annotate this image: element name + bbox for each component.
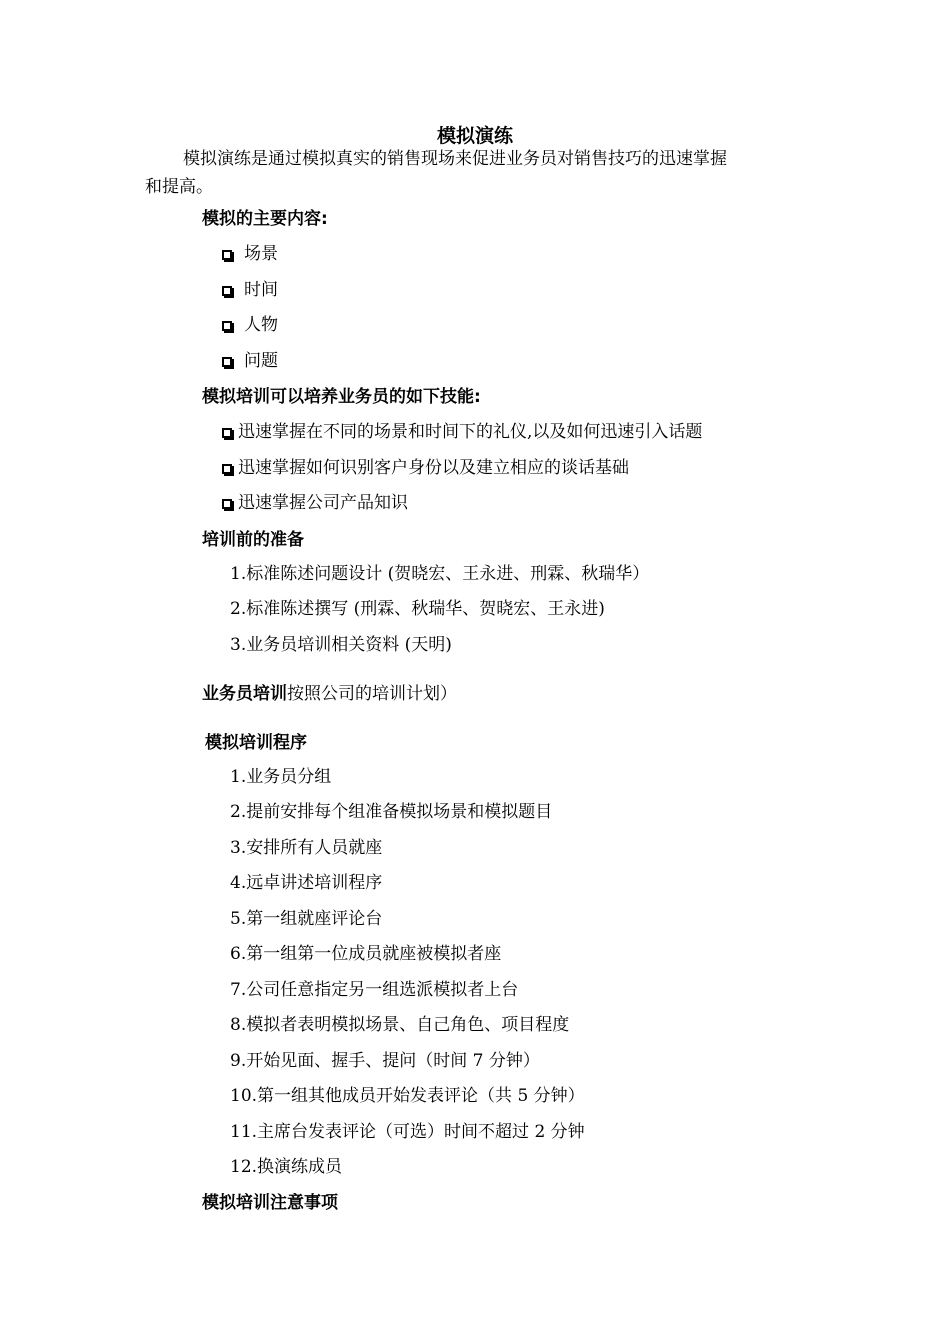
checkbox-icon: [222, 357, 232, 367]
procedure-item: 11.主席台发表评论（可选）时间不超过 2 分钟: [230, 1122, 585, 1142]
prep-item: 2.标准陈述撰写 (刑霖、秋瑞华、贺晓宏、王永进): [230, 599, 605, 619]
procedure-item: 12.换演练成员: [230, 1157, 343, 1177]
checkbox-icon: [222, 499, 232, 509]
procedure-item: 9.开始见面、握手、提问（时间 7 分钟）: [230, 1051, 540, 1071]
intro-line-1: 模拟演练是通过模拟真实的销售现场来促进业务员对销售技巧的迅速掌握: [183, 149, 727, 169]
procedure-item: 4.远卓讲述培训程序: [230, 873, 383, 893]
page-title: 模拟演练: [436, 125, 513, 147]
content-item: 时间: [222, 279, 278, 301]
content-item: 人物: [222, 314, 278, 336]
prep-item: 3.业务员培训相关资料 (天明): [230, 635, 452, 655]
section-heading-procedure: 模拟培训程序: [205, 733, 307, 753]
checkbox-icon: [222, 250, 232, 260]
procedure-item: 8.模拟者表明模拟场景、自己角色、项目程度: [230, 1015, 570, 1035]
training-note: 按照公司的培训计划）: [287, 684, 457, 704]
section-heading-training: 业务员培训: [202, 684, 287, 704]
procedure-item: 3.安排所有人员就座: [230, 838, 383, 858]
checkbox-icon: [222, 428, 232, 438]
section-heading-skills: 模拟培训可以培养业务员的如下技能:: [202, 387, 481, 407]
checkbox-icon: [222, 464, 232, 474]
procedure-item: 7.公司任意指定另一组选派模拟者上台: [230, 980, 519, 1000]
skill-item: 迅速掌握在不同的场景和时间下的礼仪,以及如何迅速引入话题: [222, 421, 702, 443]
intro-line-2: 和提高。: [145, 177, 213, 197]
section-heading-prep: 培训前的准备: [202, 530, 304, 550]
content-item: 问题: [222, 350, 278, 372]
section-training: [202, 683, 457, 705]
checkbox-icon: [222, 321, 232, 331]
content-item: 场景: [222, 243, 278, 265]
prep-item: 1.标准陈述问题设计 (贺晓宏、王永进、刑霖、秋瑞华）: [230, 564, 650, 584]
procedure-item: 6.第一组第一位成员就座被模拟者座: [230, 944, 502, 964]
procedure-item: 5.第一组就座评论台: [230, 909, 383, 929]
procedure-item: 1.业务员分组: [230, 767, 332, 787]
procedure-item: 2.提前安排每个组准备模拟场景和模拟题目: [230, 802, 553, 822]
skill-item: 迅速掌握如何识别客户身份以及建立相应的谈话基础: [222, 457, 629, 479]
procedure-item: 10.第一组其他成员开始发表评论（共 5 分钟）: [230, 1086, 585, 1106]
section-heading-content: 模拟的主要内容:: [202, 209, 328, 229]
checkbox-icon: [222, 286, 232, 296]
section-heading-notes: 模拟培训注意事项: [202, 1193, 338, 1213]
skill-item: 迅速掌握公司产品知识: [222, 492, 408, 514]
